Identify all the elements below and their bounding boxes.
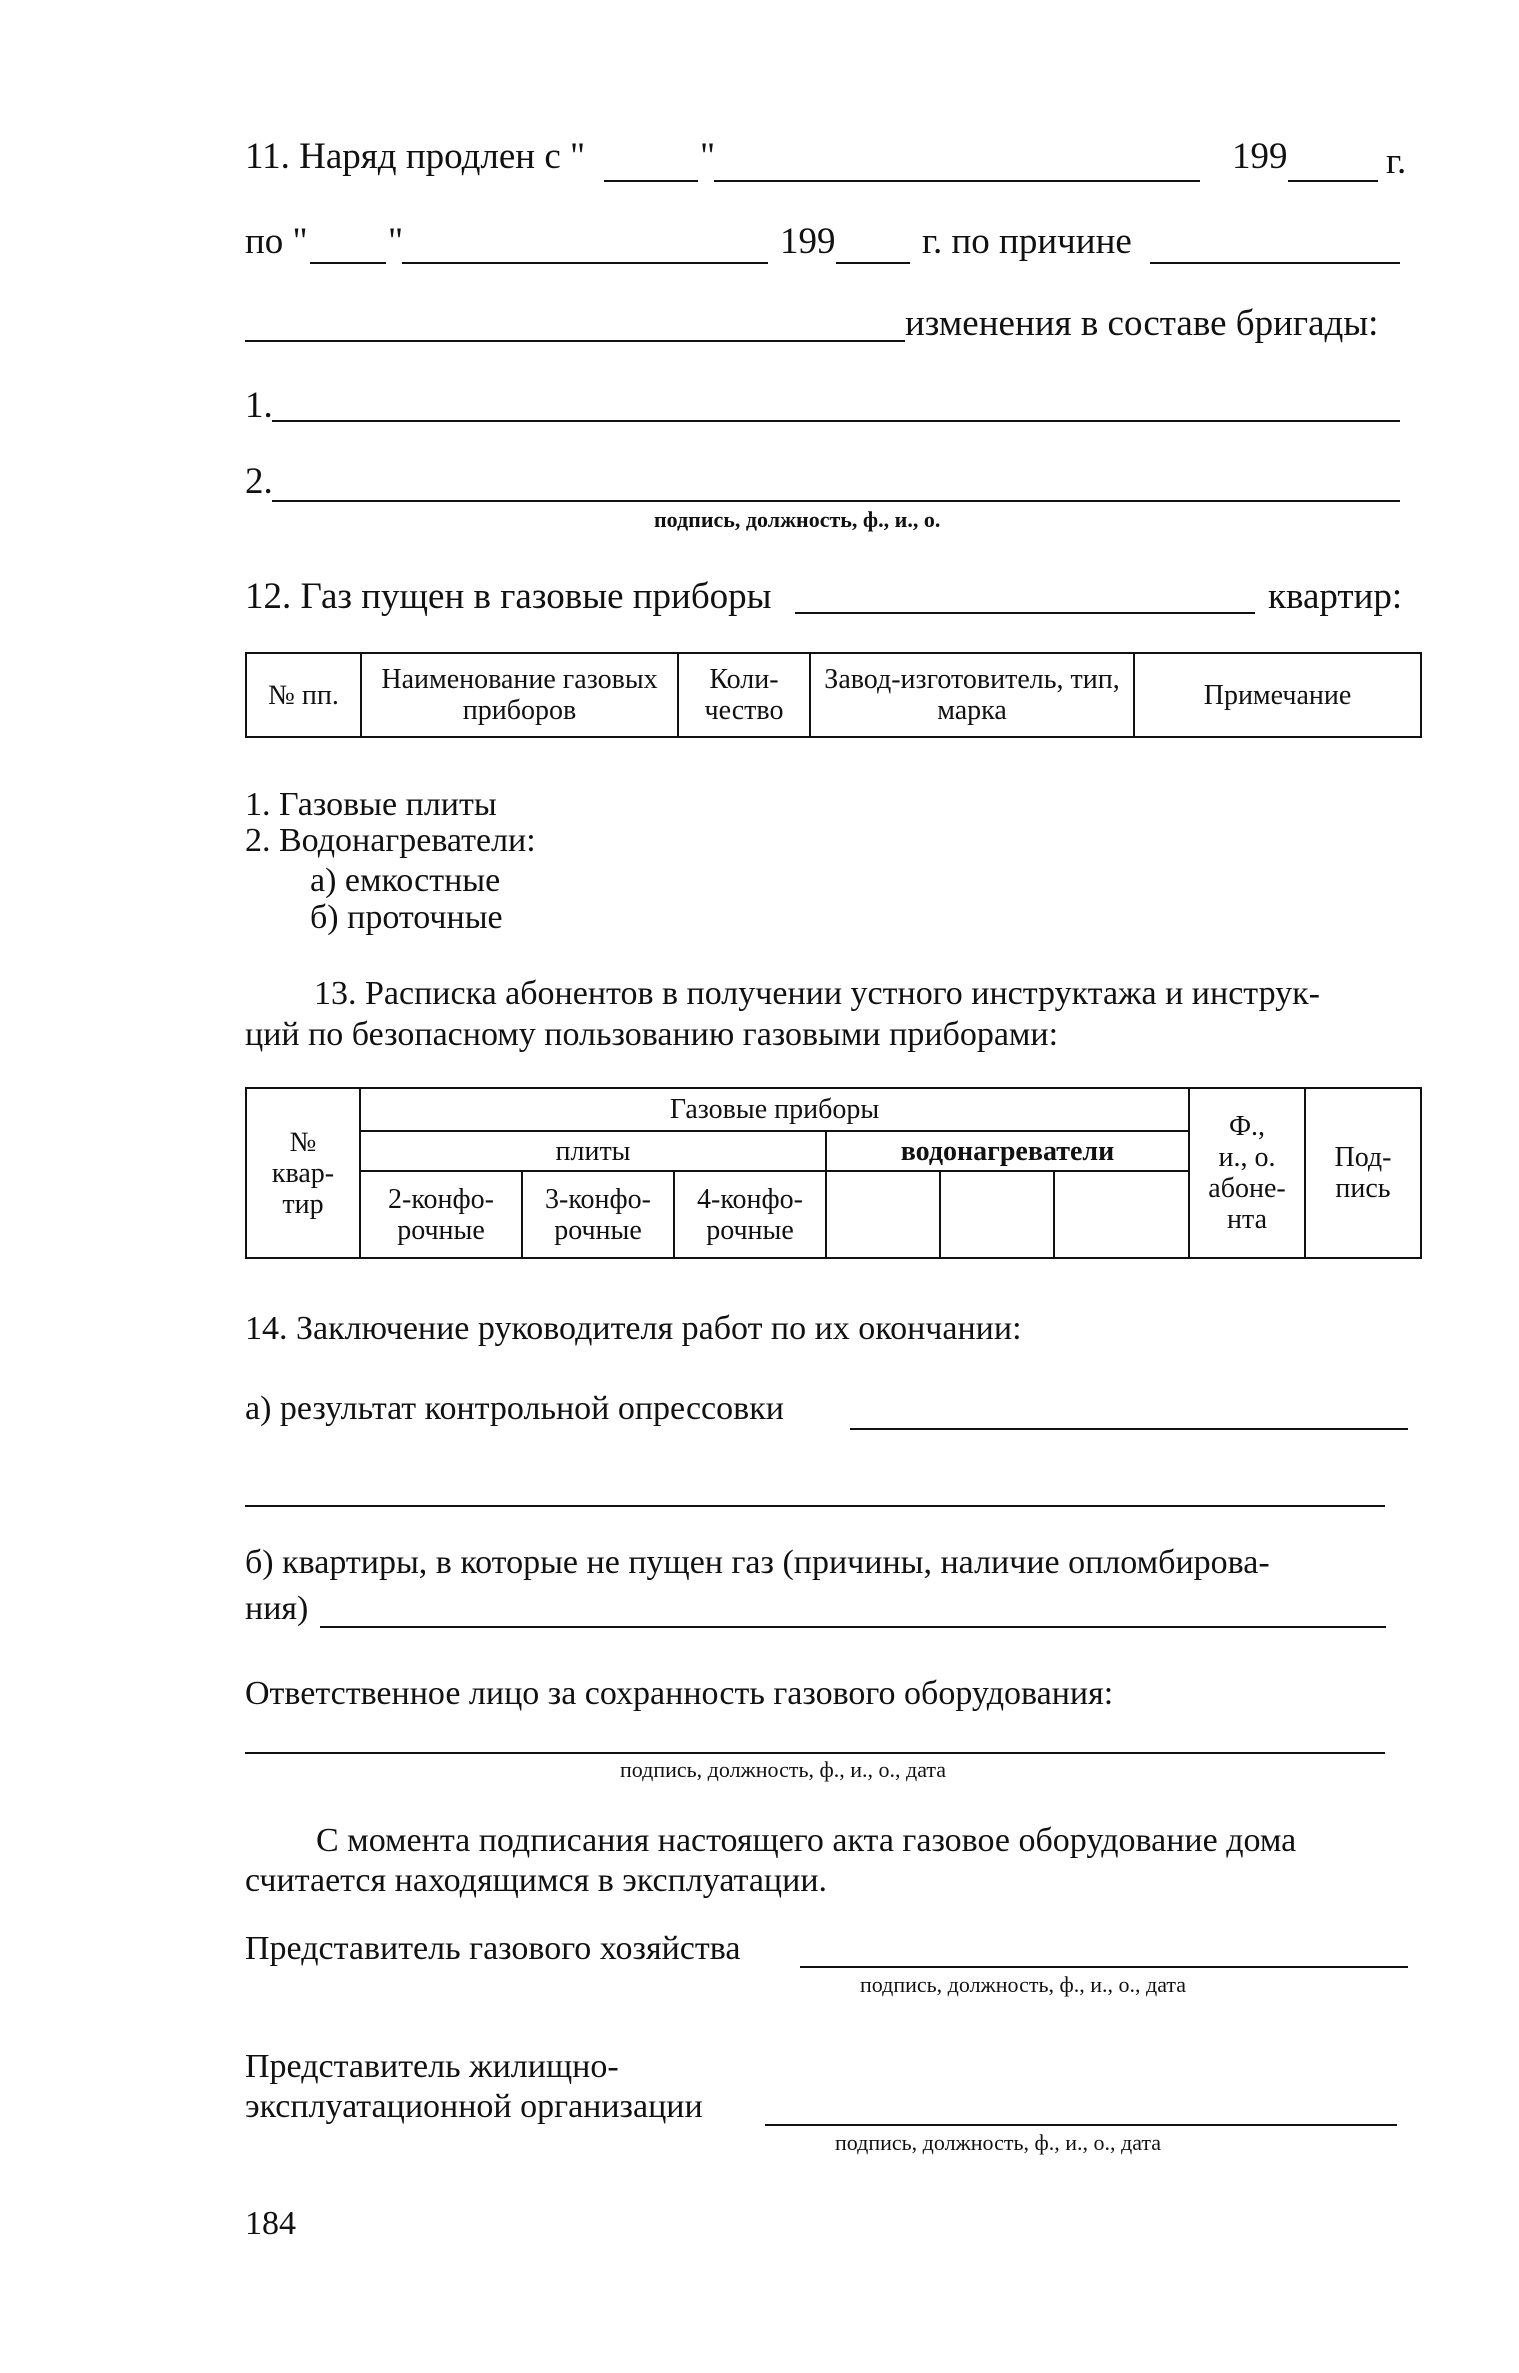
s12-list-item-2a: а) емкостные	[310, 862, 501, 899]
s11-reason-label: г. по причине	[922, 221, 1132, 262]
s14-a-blank-2	[245, 1505, 1385, 1507]
s12-col-num: № пп.	[246, 653, 361, 737]
s13-burner-4-l1: 4-конфо-	[697, 1183, 803, 1215]
s12-col-manufacturer: Завод-изготовитель, тип, марка	[810, 653, 1134, 737]
s11-month-blank	[714, 180, 1200, 182]
s13-burner-4-l2: рочные	[706, 1214, 794, 1246]
s11-po: по "	[245, 221, 308, 262]
rep-housing-caption: подпись, должность, ф., и., о., дата	[835, 2130, 1162, 2155]
s13-burner-3-l1: 3-конфо-	[545, 1183, 651, 1215]
s13-col-fio-l1: Ф.,	[1228, 1111, 1266, 1142]
s14-responsible: Ответственное лицо за сохранность газового оборудования:	[245, 1675, 1114, 1712]
s12-suffix: квартир:	[1268, 576, 1403, 617]
rep-housing-line2: эксплуатационной организации	[245, 2088, 703, 2125]
s12-col-qty: Коли-чество	[678, 653, 810, 737]
s11-po-quote: "	[388, 221, 404, 262]
s14-title: 14. Заключение руководителя работ по их окончании:	[245, 1310, 1022, 1347]
s11-reason-blank	[1150, 262, 1400, 264]
s11-day-blank	[604, 180, 698, 182]
s14-a-label: а) результат контрольной опрессовки	[245, 1390, 784, 1427]
s11-po-month-blank	[402, 262, 768, 264]
s13-line2: ций по безопасному пользованию газовыми приборами:	[245, 1016, 1059, 1053]
closing-line1: С момента подписания настоящего акта газовое оборудование дома	[316, 1822, 1297, 1859]
s11-line1-prefix: 11. Наряд продлен с "	[245, 136, 586, 177]
s13-col-signature-l1: Под-	[1334, 1142, 1392, 1173]
rep-gas-label: Представитель газового хозяйства	[245, 1930, 741, 1967]
s13-burner-2-l2: рочные	[397, 1214, 485, 1246]
rep-gas-caption: подпись, должность, ф., и., о., дата	[860, 1972, 1187, 1997]
s13-stoves-header: плиты	[360, 1131, 826, 1171]
closing-line2: считается находящимся в эксплуатации.	[245, 1862, 828, 1899]
s13-heater-col-3	[1054, 1171, 1189, 1258]
rep-housing-blank	[765, 2124, 1397, 2126]
s11-caption: подпись, должность, ф., и., о.	[654, 507, 941, 532]
s12-count-blank	[795, 612, 1255, 614]
s13-col-fio	[1189, 1088, 1305, 1258]
s13-gas-devices-header: Газовые приборы	[360, 1088, 1189, 1131]
s14-b-line1: б) квартиры, в которые не пущен газ (причины, наличие опломбирова-	[245, 1544, 1270, 1581]
s12-col-note: Примечание	[1134, 653, 1421, 737]
s11-item2-blank	[272, 500, 1400, 502]
s13-col-signature	[1305, 1088, 1421, 1258]
s13-burner-3	[522, 1171, 674, 1258]
s12-label: 12. Газ пущен в газовые приборы	[245, 576, 772, 617]
s11-po-year-blank	[836, 262, 910, 264]
s11-year: 199	[1232, 136, 1288, 177]
s11-quote: "	[700, 136, 716, 177]
s13-col-fio-l2: и., о.	[1218, 1142, 1276, 1173]
s14-b-line2: ния)	[245, 1590, 309, 1627]
s12-devices-table	[245, 652, 1422, 738]
s13-col-apartment-l2: квар-	[271, 1157, 335, 1189]
rep-housing-line1: Представитель жилищно-	[245, 2048, 619, 2085]
s13-col-apartment	[246, 1088, 360, 1258]
s14-a-blank	[850, 1428, 1408, 1430]
s13-col-apartment-l3: тир	[282, 1188, 324, 1220]
s11-po-day-blank	[310, 262, 386, 264]
s13-col-fio-l3: абоне-	[1208, 1173, 1286, 1204]
s13-burner-2-l1: 2-конфо-	[388, 1183, 494, 1215]
rep-gas-blank	[800, 1966, 1408, 1968]
s13-heaters-header: водонагреватели	[826, 1131, 1189, 1171]
s12-list-item-2b: б) проточные	[310, 899, 503, 936]
s11-reason-blank-2	[245, 340, 905, 342]
page-number: 184	[245, 2205, 296, 2242]
s13-heater-col-2	[940, 1171, 1054, 1258]
s11-year-blank	[1288, 180, 1378, 182]
s13-col-fio-l4: нта	[1227, 1204, 1267, 1235]
s13-line1: 13. Расписка абонентов в получении устного инструктажа и инструк-	[314, 975, 1320, 1012]
s11-po-year: 199	[780, 221, 836, 262]
s11-g: г.	[1386, 141, 1407, 182]
s13-col-apartment-l1: №	[289, 1126, 317, 1158]
s13-heater-col-1	[826, 1171, 940, 1258]
s11-item2-label: 2.	[245, 461, 273, 502]
s14-caption: подпись, должность, ф., и., о., дата	[620, 1757, 947, 1782]
s12-list-item-2: 2. Водонагреватели:	[245, 822, 536, 859]
s12-col-name: Наименование газовых приборов	[361, 653, 678, 737]
s14-responsible-blank	[245, 1752, 1385, 1754]
s11-brigade-changes: изменения в составе бригады:	[905, 303, 1379, 344]
s13-burner-4	[674, 1171, 826, 1258]
s13-burner-2	[360, 1171, 522, 1258]
s13-burner-3-l2: рочные	[554, 1214, 642, 1246]
s14-b-blank	[320, 1626, 1386, 1628]
s13-col-signature-l2: пись	[1335, 1173, 1391, 1204]
s12-list-item-1: 1. Газовые плиты	[245, 786, 497, 823]
s13-receipt-table	[245, 1087, 1422, 1259]
s11-item1-blank	[272, 420, 1400, 422]
s11-item1-label: 1.	[245, 385, 273, 426]
